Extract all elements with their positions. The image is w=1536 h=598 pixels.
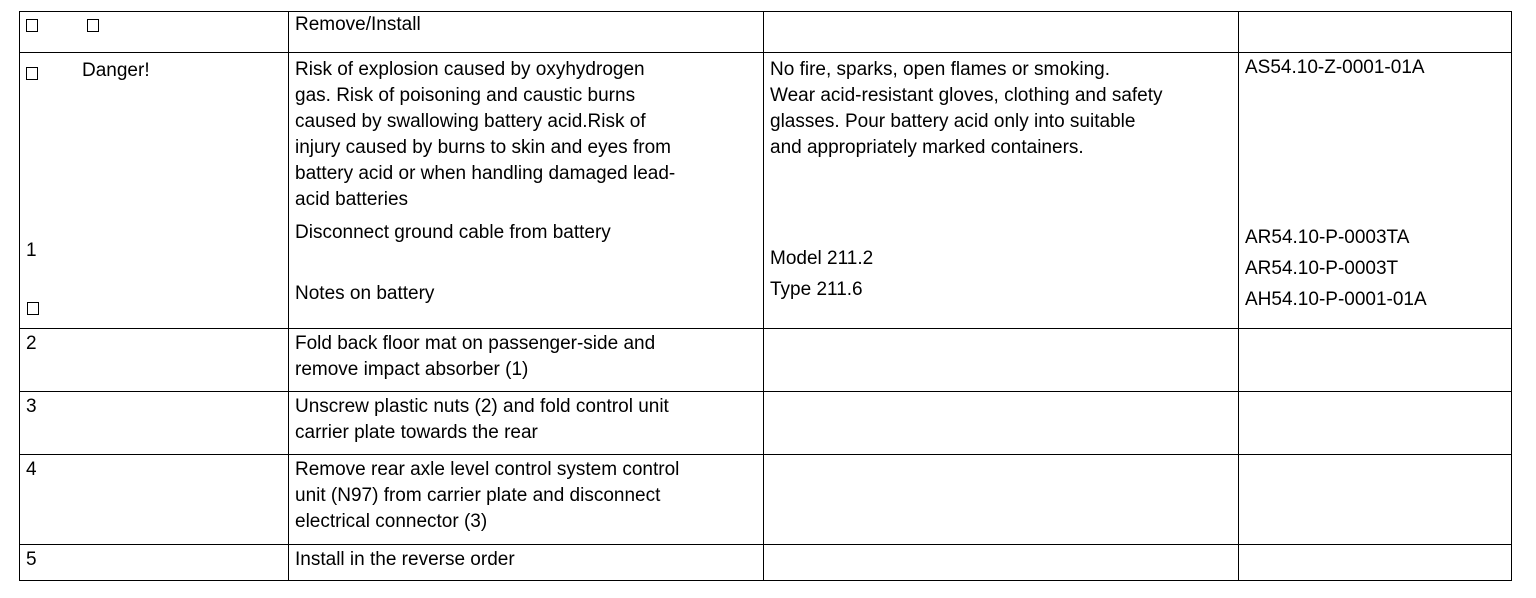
step-text-line: electrical connector (3) — [295, 511, 488, 532]
step-number-4: 4 — [20, 455, 289, 545]
reference-cell — [1239, 53, 1512, 329]
danger-risk-cell — [289, 53, 764, 329]
note-text: Notes on battery — [295, 283, 435, 304]
risk-text-line: gas. Risk of poisoning and caustic burns — [295, 85, 636, 106]
empty-cell — [764, 12, 1239, 53]
step-text-line: carrier plate towards the rear — [295, 422, 538, 443]
empty-cell — [1239, 545, 1512, 581]
model-label: Type 211.6 — [770, 279, 863, 300]
table-row — [20, 545, 1512, 581]
empty-cell — [1239, 12, 1512, 53]
table-row — [20, 329, 1512, 392]
table-row — [20, 12, 1512, 53]
reference-code: AH54.10-P-0001-01A — [1245, 289, 1427, 310]
empty-cell — [1239, 455, 1512, 545]
header-symbols-cell — [20, 12, 289, 53]
step-3-cell — [289, 392, 764, 455]
reference-code: AS54.10-Z-0001-01A — [1245, 57, 1425, 78]
warning-symbol-icon — [26, 67, 38, 80]
measure-text-line: glasses. Pour battery acid only into suitable — [770, 111, 1136, 132]
note-symbol-icon — [27, 302, 39, 315]
reference-code: AR54.10-P-0003TA — [1245, 227, 1410, 248]
measure-text-line: No fire, sparks, open flames or smoking. — [770, 59, 1111, 80]
risk-text-line: injury caused by burns to skin and eyes from — [295, 137, 671, 158]
step-text-line: Fold back floor mat on passenger-side and — [295, 333, 656, 354]
empty-cell — [764, 545, 1239, 581]
procedure-table — [19, 11, 1512, 581]
measure-text-line: Wear acid-resistant gloves, clothing and safety — [770, 85, 1163, 106]
step-text-line: remove impact absorber (1) — [295, 359, 529, 380]
empty-cell — [764, 455, 1239, 545]
step-text-line: Unscrew plastic nuts (2) and fold control unit — [295, 396, 669, 417]
header-title: Remove/Install — [289, 12, 764, 53]
step-text-line: unit (N97) from carrier plate and disconnect — [295, 485, 661, 506]
empty-cell — [764, 392, 1239, 455]
danger-label-cell — [20, 53, 289, 329]
step-number-3: 3 — [20, 392, 289, 455]
step-number-2: 2 — [20, 329, 289, 392]
reference-code: AR54.10-P-0003T — [1245, 258, 1399, 279]
danger-label: Danger! — [82, 60, 150, 81]
checkbox-glyph-icon — [26, 19, 38, 32]
step-1-text: Disconnect ground cable from battery — [295, 222, 611, 243]
step-number-1: 1 — [26, 240, 37, 261]
danger-measures-cell — [764, 53, 1239, 329]
step-2-cell — [289, 329, 764, 392]
empty-cell — [1239, 329, 1512, 392]
risk-text-line: Risk of explosion caused by oxyhydrogen — [295, 59, 645, 80]
step-4-cell — [289, 455, 764, 545]
checkbox-glyph-icon — [87, 19, 99, 32]
empty-cell — [764, 329, 1239, 392]
step-text-line: Remove rear axle level control system control — [295, 459, 680, 480]
risk-text-line: caused by swallowing battery acid.Risk of — [295, 111, 646, 132]
table-row — [20, 53, 1512, 329]
table-row — [20, 392, 1512, 455]
model-label: Model 211.2 — [770, 248, 874, 269]
table-row — [20, 455, 1512, 545]
empty-cell — [1239, 392, 1512, 455]
step-5-text: Install in the reverse order — [289, 545, 764, 581]
risk-text-line: battery acid or when handling damaged lead- — [295, 163, 676, 184]
measure-text-line: and appropriately marked containers. — [770, 137, 1084, 158]
risk-text-line: acid batteries — [295, 189, 409, 210]
step-number-5: 5 — [20, 545, 289, 581]
